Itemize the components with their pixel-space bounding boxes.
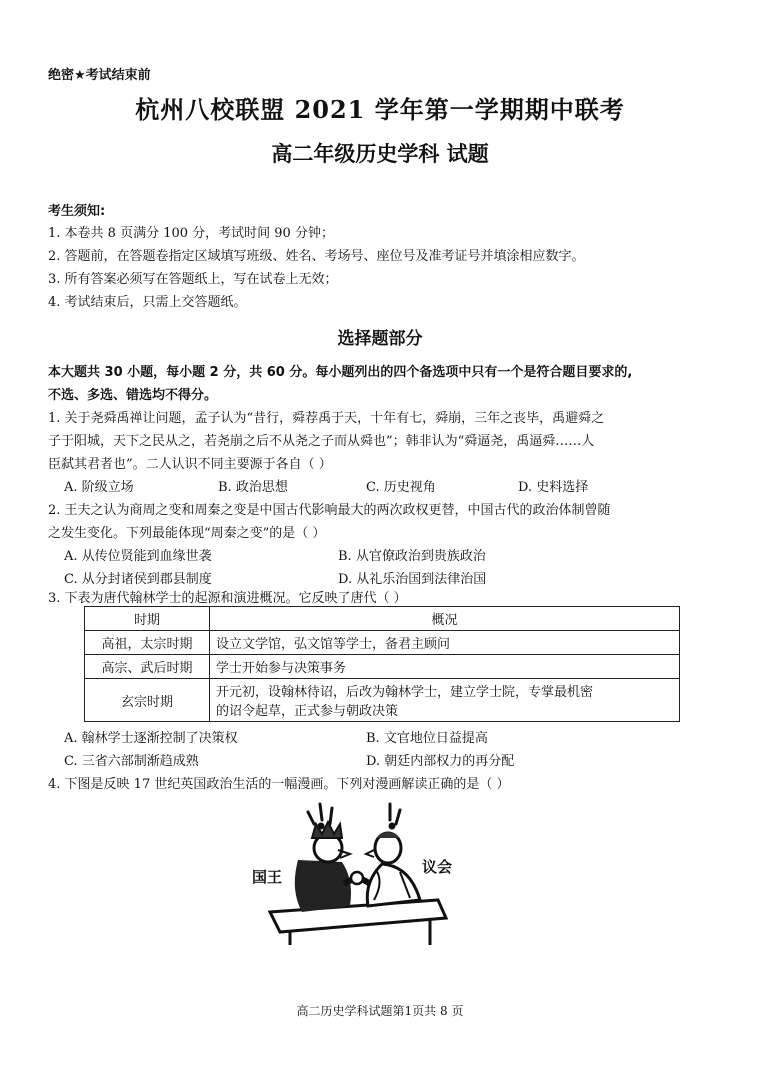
q1-option-c: C. 历史视角: [366, 480, 436, 495]
exam-title: 杭州八校联盟 2021 学年第一学期期中联考: [135, 95, 625, 124]
table-cell-period: 高祖，太宗时期: [85, 631, 210, 655]
secret-label: 绝密★考试结束前: [48, 68, 151, 83]
table-cell-desc-line-2: 的诏令起草，正式参与朝政决策: [216, 704, 399, 719]
notice-item-3: 3. 所有答案必须写在答题纸上，写在试卷上无效；: [48, 272, 338, 287]
table-cell-period: 高宗、武后时期: [85, 655, 210, 679]
q1-option-d: D. 史料选择: [518, 480, 589, 495]
cartoon-image: [250, 800, 460, 945]
q4-stem: 4. 下图是反映 17 世纪英国政治生活的一幅漫画。下列对漫画解读正确的是（ ）: [48, 777, 510, 792]
q1-option-b: B. 政治思想: [218, 480, 288, 495]
q3-option-b: B. 文官地位日益提高: [366, 731, 488, 746]
table-header-desc: 概况: [210, 607, 680, 631]
exam-subtitle: 高二年级历史学科 试题: [271, 141, 489, 166]
q2-option-d: D. 从礼乐治国到法律治国: [338, 572, 487, 587]
q2-line-1: 2. 王夫之认为商周之变和周秦之变是中国古代影响最大的两次政权更替，中国古代的政治体制曾随: [48, 503, 611, 518]
q3-option-a: A. 翰林学士逐渐控制了决策权: [64, 731, 238, 746]
q2-option-c: C. 从分封诸侯到郡县制度: [64, 572, 212, 587]
q2-line-2: 之发生变化。下列最能体现“周秦之变”的是（ ）: [48, 526, 326, 541]
notice-heading: 考生须知:: [48, 204, 106, 219]
table-row: [85, 679, 680, 722]
section-intro-2: 不选、多选、错选均不得分。: [48, 388, 218, 403]
table-cell-desc: [210, 679, 680, 722]
page-footer: 高二历史学科试题第1页共 8 页: [296, 1004, 464, 1018]
notice-item-1: 1. 本卷共 8 页满分 100 分，考试时间 90 分钟；: [48, 226, 334, 241]
q1-line-1: 1. 关于尧舜禹禅让问题，孟子认为“昔行，舜荐禹于天，十年有七，舜崩，三年之丧毕，禹避舜之: [48, 411, 605, 426]
cartoon-label-king: 国王: [252, 868, 283, 886]
cartoon-label-parliament: 议会: [422, 858, 453, 876]
q3-table: [84, 606, 680, 722]
table-header-row: [85, 607, 680, 631]
section-intro-1: 本大题共 30 小题，每小题 2 分，共 60 分。每小题列出的四个备选项中只有一个是符合题目要求的,: [48, 365, 633, 380]
q3-option-c: C. 三省六部制渐趋成熟: [64, 754, 199, 769]
q3-stem: 3. 下表为唐代翰林学士的起源和演进概况。它反映了唐代（ ）: [48, 591, 407, 606]
q1-option-a: A. 阶级立场: [64, 480, 134, 495]
table-row: [85, 631, 680, 655]
table-cell-period: 玄宗时期: [85, 679, 210, 722]
notice-item-2: 2. 答题前，在答题卷指定区域填写班级、姓名、考场号、座位号及准考证号并填涂相应数字。: [48, 249, 585, 264]
q2-option-a: A. 从传位贤能到血缘世袭: [64, 549, 212, 564]
table-cell-desc: 学士开始参与决策事务: [210, 655, 680, 679]
table-row: [85, 655, 680, 679]
q2-option-b: B. 从官僚政治到贵族政治: [338, 549, 486, 564]
q1-line-2: 子于阳城，天下之民从之，若尧崩之后不从尧之子而从舜也”；韩非认为“舜逼尧，禹逼舜……人: [48, 434, 595, 449]
section-title: 选择题部分: [337, 329, 423, 349]
table-cell-desc: 设立文学馆，弘文馆等学士，备君主顾问: [210, 631, 680, 655]
q1-line-3: 臣弑其君者也”。二人认识不同主要源于各自（ ）: [48, 457, 332, 472]
q3-option-d: D. 朝廷内部权力的再分配: [366, 754, 515, 769]
notice-item-4: 4. 考试结束后，只需上交答题纸。: [48, 295, 247, 310]
table-cell-desc-line-1: 开元初，设翰林待诏，后改为翰林学士，建立学士院，专掌最机密: [216, 685, 594, 700]
table-header-period: 时期: [85, 607, 210, 631]
